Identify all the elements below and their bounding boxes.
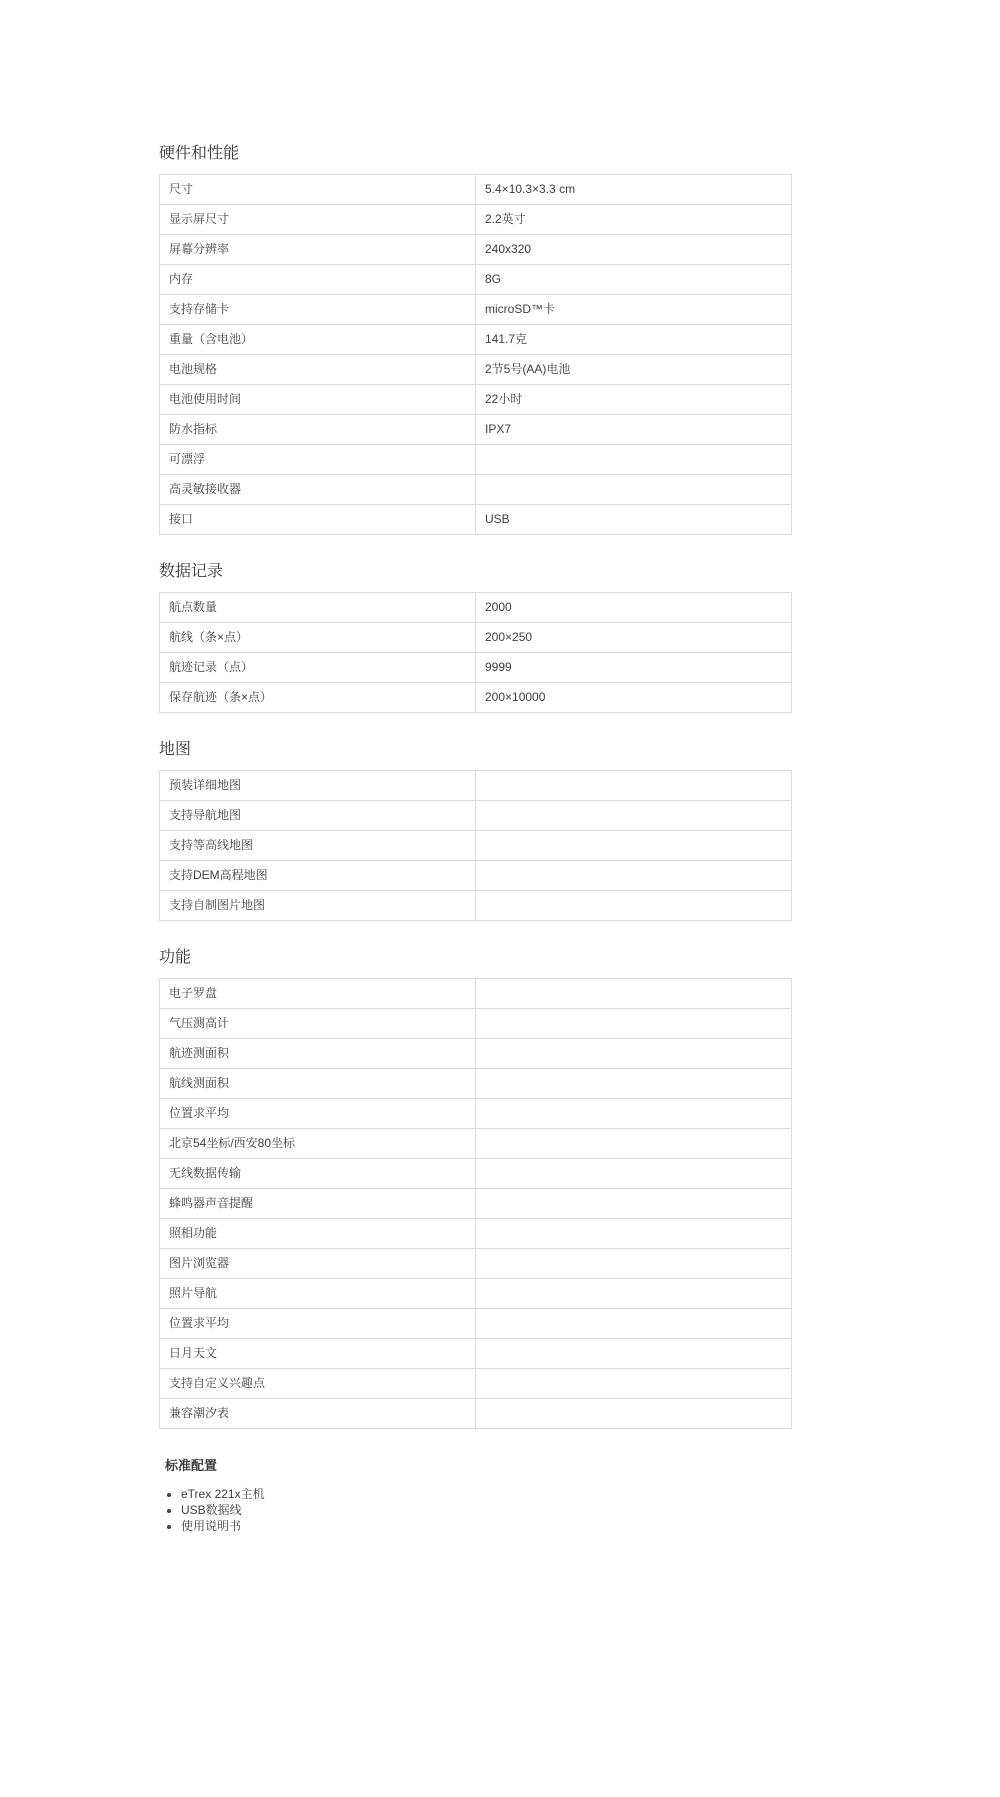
spec-sections bbox=[159, 145, 792, 1429]
spec-row bbox=[160, 801, 792, 831]
spec-row bbox=[160, 1249, 792, 1279]
spec-label-cell: 保存航迹（条×点） bbox=[160, 683, 476, 713]
spec-row bbox=[160, 205, 792, 235]
spec-row bbox=[160, 623, 792, 653]
spec-value-cell: 141.7克 bbox=[476, 325, 792, 355]
spec-value-cell: 200×10000 bbox=[476, 683, 792, 713]
spec-row bbox=[160, 1129, 792, 1159]
spec-label-cell: 内存 bbox=[160, 265, 476, 295]
spec-value-cell bbox=[476, 1399, 792, 1429]
section-title: 功能 bbox=[159, 949, 192, 966]
spec-value-cell bbox=[476, 831, 792, 861]
spec-row bbox=[160, 475, 792, 505]
spec-label-cell: 支持等高线地图 bbox=[160, 831, 476, 861]
spec-table bbox=[159, 174, 792, 535]
spec-row bbox=[160, 295, 792, 325]
spec-row bbox=[160, 593, 792, 623]
spec-row bbox=[160, 175, 792, 205]
spec-value-cell bbox=[476, 1159, 792, 1189]
spec-row bbox=[160, 1069, 792, 1099]
spec-row bbox=[160, 355, 792, 385]
spec-value-cell: 240x320 bbox=[476, 235, 792, 265]
spec-label-cell: 位置求平均 bbox=[160, 1309, 476, 1339]
spec-value-cell bbox=[476, 1249, 792, 1279]
spec-table bbox=[159, 770, 792, 921]
spec-label-cell: 高灵敏接收器 bbox=[160, 475, 476, 505]
spec-row bbox=[160, 265, 792, 295]
spec-row bbox=[160, 415, 792, 445]
spec-value-cell bbox=[476, 1339, 792, 1369]
spec-row bbox=[160, 325, 792, 355]
spec-row bbox=[160, 683, 792, 713]
spec-label-cell: 图片浏览器 bbox=[160, 1249, 476, 1279]
spec-value-cell: 9999 bbox=[476, 653, 792, 683]
spec-label-cell: 支持存储卡 bbox=[160, 295, 476, 325]
spec-label-cell: 蜂鸣器声音提醒 bbox=[160, 1189, 476, 1219]
spec-label-cell: 电池规格 bbox=[160, 355, 476, 385]
spec-label-cell: 支持自制图片地图 bbox=[160, 891, 476, 921]
spec-row bbox=[160, 1009, 792, 1039]
spec-label-cell: 航迹测面积 bbox=[160, 1039, 476, 1069]
spec-row bbox=[160, 1369, 792, 1399]
spec-row bbox=[160, 653, 792, 683]
spec-value-cell: microSD™卡 bbox=[476, 295, 792, 325]
spec-value-cell bbox=[476, 445, 792, 475]
spec-value-cell bbox=[476, 1009, 792, 1039]
spec-section bbox=[159, 563, 792, 713]
spec-value-cell: 2节5号(AA)电池 bbox=[476, 355, 792, 385]
spec-label-cell: 电子罗盘 bbox=[160, 979, 476, 1009]
spec-row bbox=[160, 505, 792, 535]
spec-row bbox=[160, 1399, 792, 1429]
spec-label-cell: 可漂浮 bbox=[160, 445, 476, 475]
spec-row bbox=[160, 891, 792, 921]
standard-package-section bbox=[159, 1455, 792, 1534]
package-item: • eTrex 221x主机 bbox=[181, 1486, 792, 1502]
section-title: 硬件和性能 bbox=[159, 145, 240, 162]
spec-row bbox=[160, 1219, 792, 1249]
spec-row bbox=[160, 979, 792, 1009]
spec-label-cell: 防水指标 bbox=[160, 415, 476, 445]
spec-label-cell: 支持导航地图 bbox=[160, 801, 476, 831]
spec-value-cell bbox=[476, 1099, 792, 1129]
spec-value-cell: 2000 bbox=[476, 593, 792, 623]
spec-label-cell: 照相功能 bbox=[160, 1219, 476, 1249]
spec-label-cell: 航迹记录（点） bbox=[160, 653, 476, 683]
spec-label-cell: 尺寸 bbox=[160, 175, 476, 205]
spec-value-cell: IPX7 bbox=[476, 415, 792, 445]
spec-label-cell: 无线数据传输 bbox=[160, 1159, 476, 1189]
spec-value-cell: 8G bbox=[476, 265, 792, 295]
spec-row bbox=[160, 1309, 792, 1339]
spec-value-cell bbox=[476, 475, 792, 505]
package-title: 标准配置 bbox=[165, 1458, 218, 1473]
spec-label-cell: 北京54坐标/西安80坐标 bbox=[160, 1129, 476, 1159]
spec-label-cell: 支持DEM高程地图 bbox=[160, 861, 476, 891]
spec-label-cell: 照片导航 bbox=[160, 1279, 476, 1309]
spec-row bbox=[160, 1189, 792, 1219]
package-item: • USB数据线 bbox=[181, 1502, 792, 1518]
spec-row bbox=[160, 1279, 792, 1309]
spec-label-cell: 航线测面积 bbox=[160, 1069, 476, 1099]
spec-table bbox=[159, 978, 792, 1429]
spec-label-cell: 气压测高计 bbox=[160, 1009, 476, 1039]
spec-label-cell: 显示屏尺寸 bbox=[160, 205, 476, 235]
spec-row bbox=[160, 831, 792, 861]
package-item: • 使用说明书 bbox=[181, 1518, 792, 1534]
spec-label-cell: 航点数量 bbox=[160, 593, 476, 623]
section-title: 地图 bbox=[159, 741, 192, 758]
spec-value-cell: 200×250 bbox=[476, 623, 792, 653]
spec-label-cell: 屏幕分辨率 bbox=[160, 235, 476, 265]
spec-label-cell: 电池使用时间 bbox=[160, 385, 476, 415]
spec-label-cell: 位置求平均 bbox=[160, 1099, 476, 1129]
spec-value-cell bbox=[476, 891, 792, 921]
spec-value-cell bbox=[476, 1279, 792, 1309]
spec-row bbox=[160, 235, 792, 265]
spec-label-cell: 日月天文 bbox=[160, 1339, 476, 1369]
spec-value-cell: 22小时 bbox=[476, 385, 792, 415]
spec-value-cell bbox=[476, 861, 792, 891]
spec-value-cell bbox=[476, 1069, 792, 1099]
spec-row bbox=[160, 771, 792, 801]
spec-row bbox=[160, 1159, 792, 1189]
spec-row bbox=[160, 1339, 792, 1369]
spec-label-cell: 预装详细地图 bbox=[160, 771, 476, 801]
spec-value-cell bbox=[476, 1189, 792, 1219]
spec-row bbox=[160, 445, 792, 475]
spec-row bbox=[160, 1099, 792, 1129]
spec-value-cell bbox=[476, 1039, 792, 1069]
spec-row bbox=[160, 861, 792, 891]
spec-value-cell bbox=[476, 1129, 792, 1159]
spec-label-cell: 兼容潮汐表 bbox=[160, 1399, 476, 1429]
section-title: 数据记录 bbox=[159, 563, 224, 580]
spec-value-cell bbox=[476, 1309, 792, 1339]
spec-value-cell bbox=[476, 1369, 792, 1399]
spec-label-cell: 支持自定义兴趣点 bbox=[160, 1369, 476, 1399]
spec-label-cell: 航线（条×点） bbox=[160, 623, 476, 653]
spec-value-cell: 5.4×10.3×3.3 cm bbox=[476, 175, 792, 205]
spec-row bbox=[160, 385, 792, 415]
spec-table bbox=[159, 592, 792, 713]
spec-label-cell: 重量（含电池） bbox=[160, 325, 476, 355]
spec-section bbox=[159, 741, 792, 921]
spec-label-cell: 接口 bbox=[160, 505, 476, 535]
spec-value-cell bbox=[476, 771, 792, 801]
spec-section bbox=[159, 949, 792, 1429]
spec-value-cell bbox=[476, 801, 792, 831]
spec-row bbox=[160, 1039, 792, 1069]
spec-value-cell: USB bbox=[476, 505, 792, 535]
spec-value-cell bbox=[476, 1219, 792, 1249]
spec-value-cell: 2.2英寸 bbox=[476, 205, 792, 235]
spec-section bbox=[159, 145, 792, 535]
package-list bbox=[165, 1486, 792, 1534]
spec-value-cell bbox=[476, 979, 792, 1009]
